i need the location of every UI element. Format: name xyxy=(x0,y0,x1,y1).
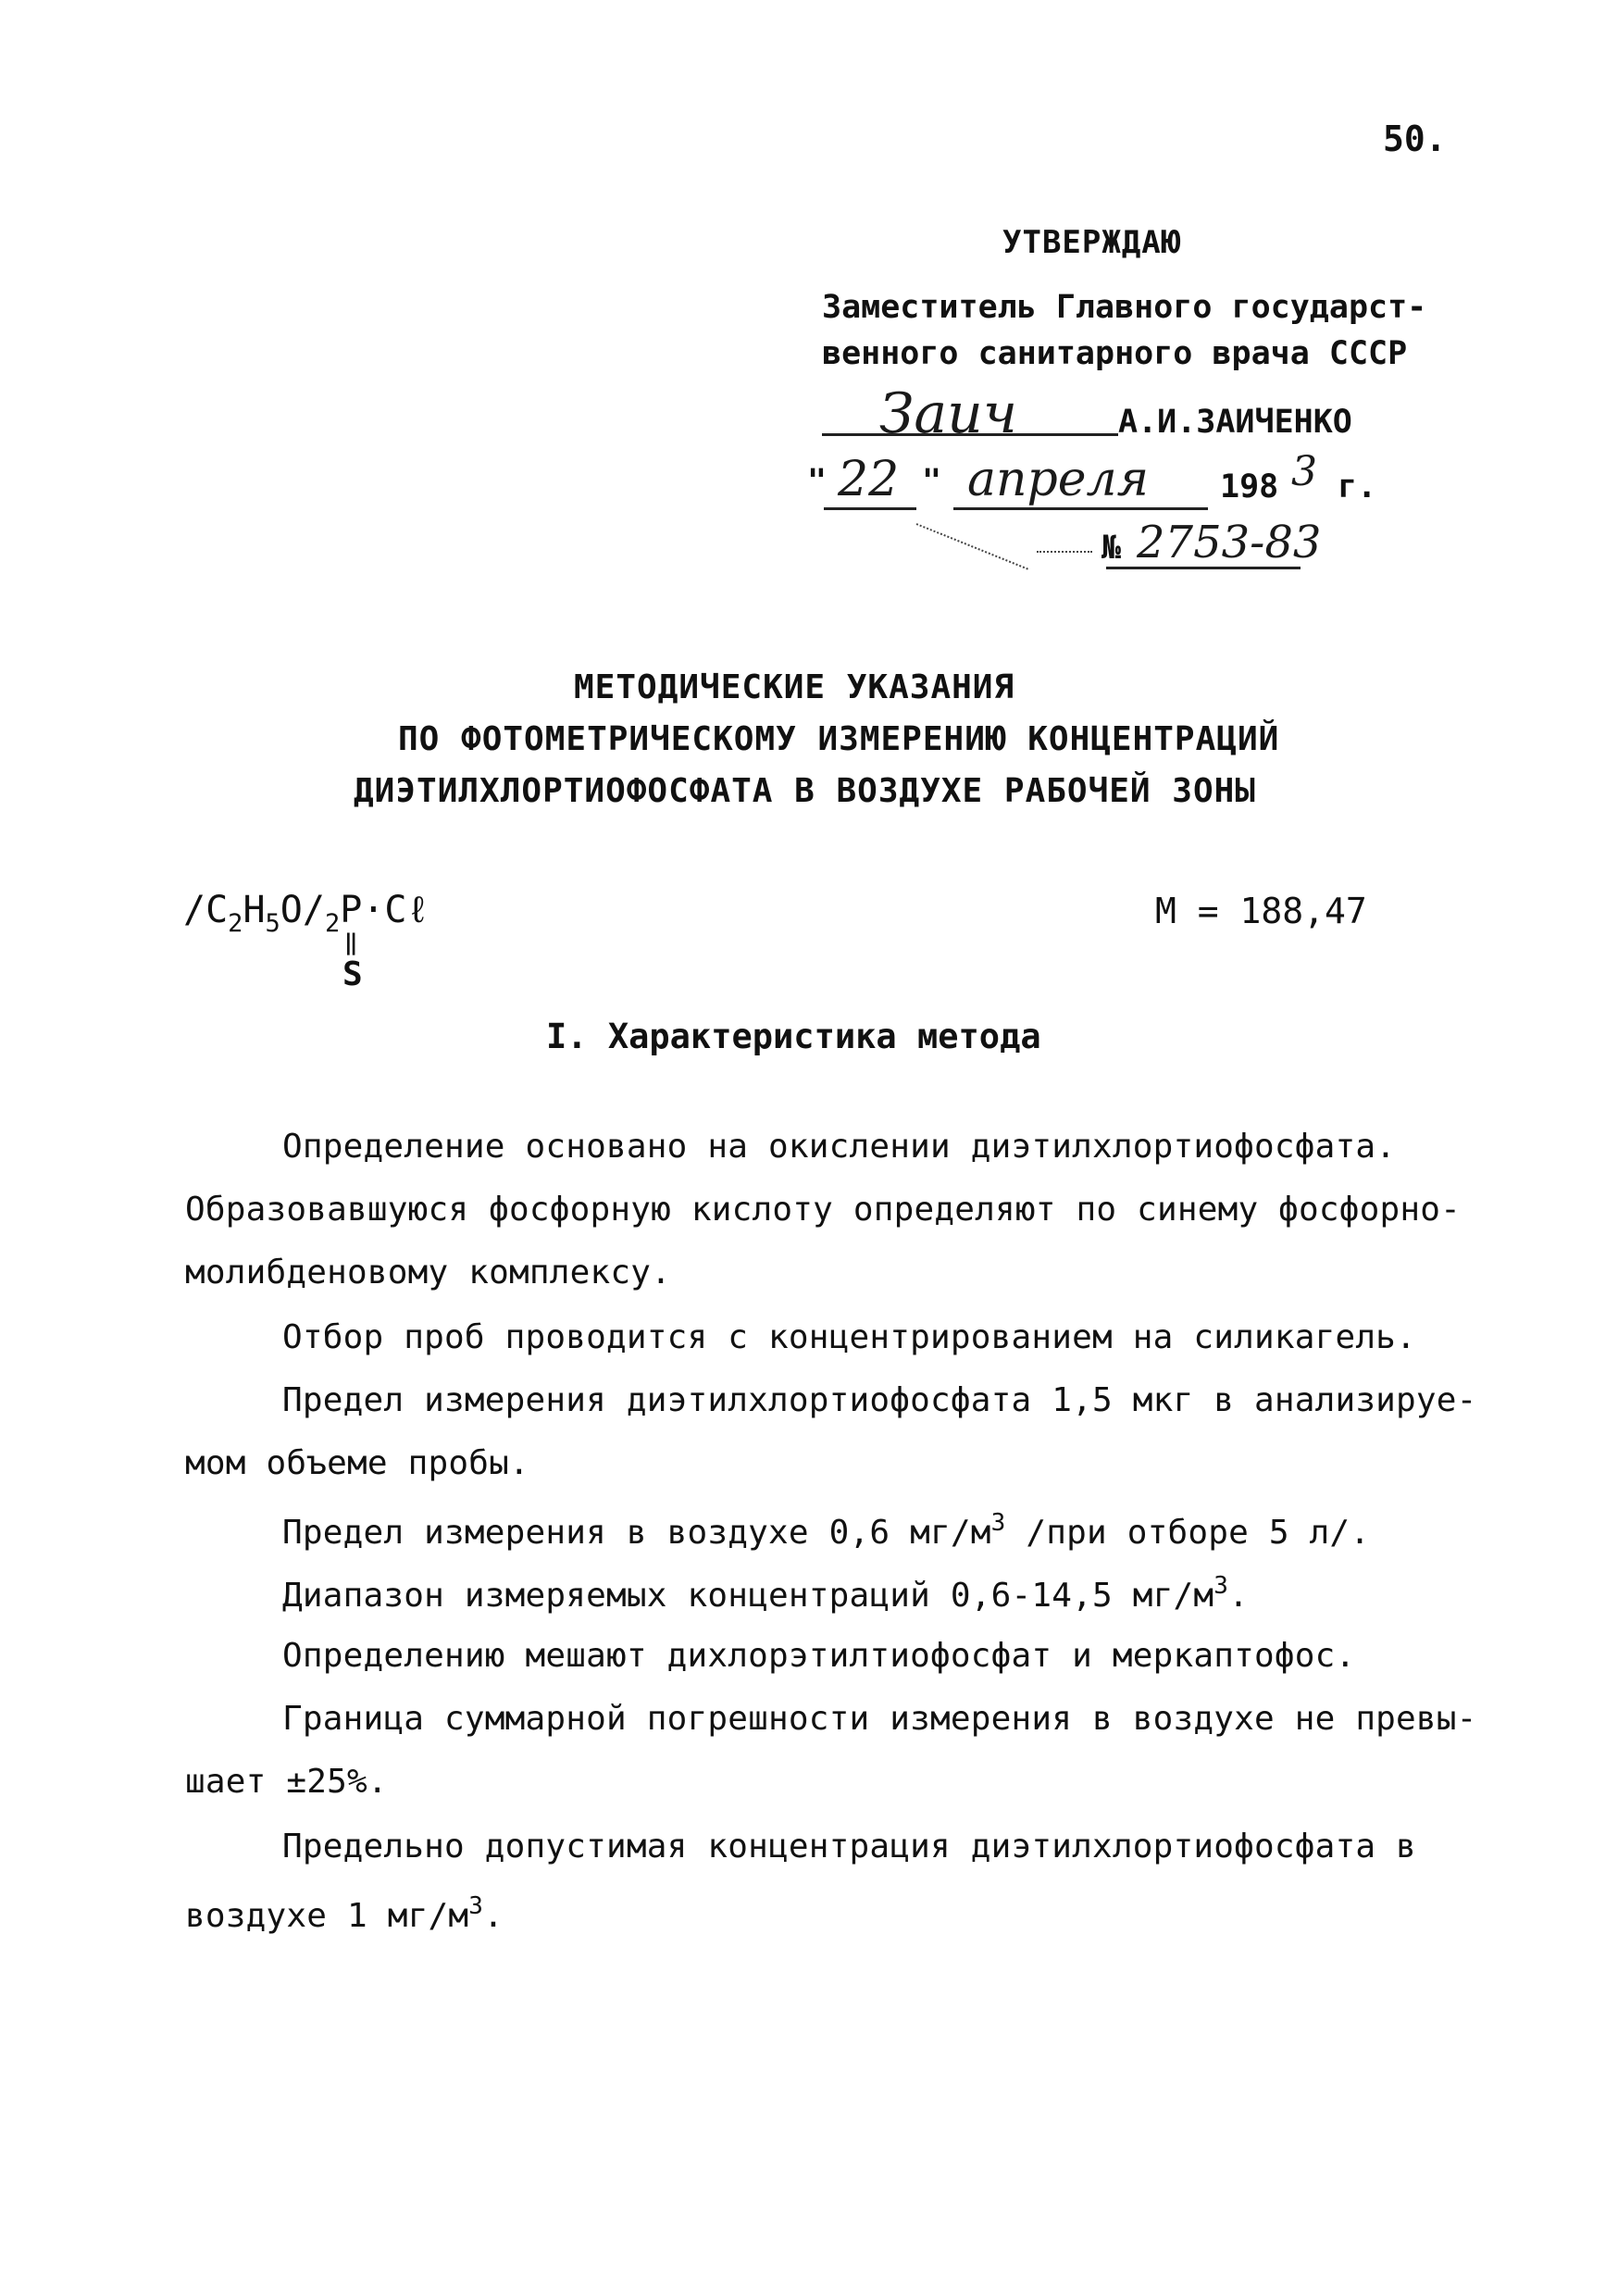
doc-title-line-3: ДИЭТИЛХЛОРТИОФОСФАТА В ВОЗДУХЕ РАБОЧЕЙ ЗОНЫ xyxy=(354,772,1256,810)
date-day-underline xyxy=(824,507,916,510)
formula-part: H xyxy=(243,889,266,931)
text-run: . xyxy=(483,1897,504,1935)
date-year-prefix: 198 xyxy=(1220,468,1279,505)
stamp-dotted-line xyxy=(916,523,1028,570)
superscript: 3 xyxy=(468,1892,484,1920)
chemical-formula xyxy=(183,889,429,938)
paragraph-line: шает ±25%. xyxy=(185,1763,388,1801)
formula-subscript: 5 xyxy=(265,909,280,938)
formula-subscript: 2 xyxy=(228,909,243,938)
date-month-underline xyxy=(953,507,1208,510)
date-open-quote: " xyxy=(807,463,828,500)
number-underline xyxy=(1106,567,1301,569)
formula-part: O/ xyxy=(280,889,325,931)
number-prefix: № xyxy=(1101,530,1122,567)
superscript: 3 xyxy=(1214,1572,1229,1600)
text-run: . xyxy=(1228,1577,1249,1615)
text-run: воздухе 1 мг/м xyxy=(185,1897,469,1935)
text-run: Предел измерения в воздухе 0,6 мг/м xyxy=(282,1514,991,1552)
date-day: 22 xyxy=(838,452,900,507)
paragraph-line: Определению мешают дихлорэтилтиофосфат и меркаптофос. xyxy=(282,1637,1356,1675)
molar-mass: М = 188,47 xyxy=(1155,891,1367,931)
paragraph-line: Определение основано на окислении диэтилхлортиофосфата. xyxy=(282,1128,1397,1166)
paragraph-line: Граница суммарной погрешности измерения в воздухе не превы- xyxy=(282,1700,1477,1738)
signature-scribble: Заич xyxy=(879,381,1018,446)
paragraph-line: молибденовому комплексу. xyxy=(185,1254,671,1292)
date-close-quote: " xyxy=(922,463,942,500)
stamp-dotted-line xyxy=(1037,551,1092,553)
paragraph-line: Образовавшуюся фосфорную кислоту определяют по синему фосфорно- xyxy=(185,1191,1462,1229)
paragraph-line: Предел измерения диэтилхлортиофосфата 1,5 мкг в анализируе- xyxy=(282,1381,1477,1419)
superscript: 3 xyxy=(990,1509,1006,1537)
date-month: апреля xyxy=(967,452,1150,507)
section-heading: I. Характеристика метода xyxy=(546,1017,1041,1056)
text-run: /при отборе 5 л/. xyxy=(1005,1514,1371,1552)
date-year-unit: г. xyxy=(1338,468,1377,505)
paragraph-line xyxy=(185,1892,504,1935)
formula-subscript: 2 xyxy=(324,909,341,938)
formula-sulfur: S xyxy=(342,955,363,993)
text-run: Диапазон измеряемых концентраций 0,6-14,5 мг/м xyxy=(282,1577,1214,1615)
approval-position-line-2: венного санитарного врача СССР xyxy=(822,335,1408,372)
approval-position-line-1: Заместитель Главного государст- xyxy=(822,289,1427,326)
approval-heading: УТВЕРЖДАЮ xyxy=(1002,224,1182,261)
doc-title-line-2: ПО ФОТОМЕТРИЧЕСКОМУ ИЗМЕРЕНИЮ КОНЦЕНТРАЦИЙ xyxy=(398,720,1280,758)
page-number: 50. xyxy=(1383,119,1447,159)
registration-number: 2753-83 xyxy=(1137,517,1322,568)
formula-part: /C xyxy=(183,889,229,931)
date-year-suffix: 3 xyxy=(1291,448,1317,495)
paragraph-line: Отбор проб проводится с концентрированием на силикагель. xyxy=(282,1318,1416,1356)
formula-double-bond: ‖ xyxy=(344,930,358,955)
paragraph-line: Предельно допустимая концентрация диэтилхлортиофосфата в xyxy=(282,1828,1416,1866)
paragraph-line xyxy=(282,1572,1249,1615)
formula-part: P·Cℓ xyxy=(340,889,429,931)
approval-signature-name: А.И.ЗАИЧЕНКО xyxy=(1118,404,1352,441)
doc-title-line-1: МЕТОДИЧЕСКИЕ УКАЗАНИЯ xyxy=(574,668,1015,706)
paragraph-line xyxy=(282,1509,1370,1552)
paragraph-line: мом объеме пробы. xyxy=(185,1444,529,1482)
